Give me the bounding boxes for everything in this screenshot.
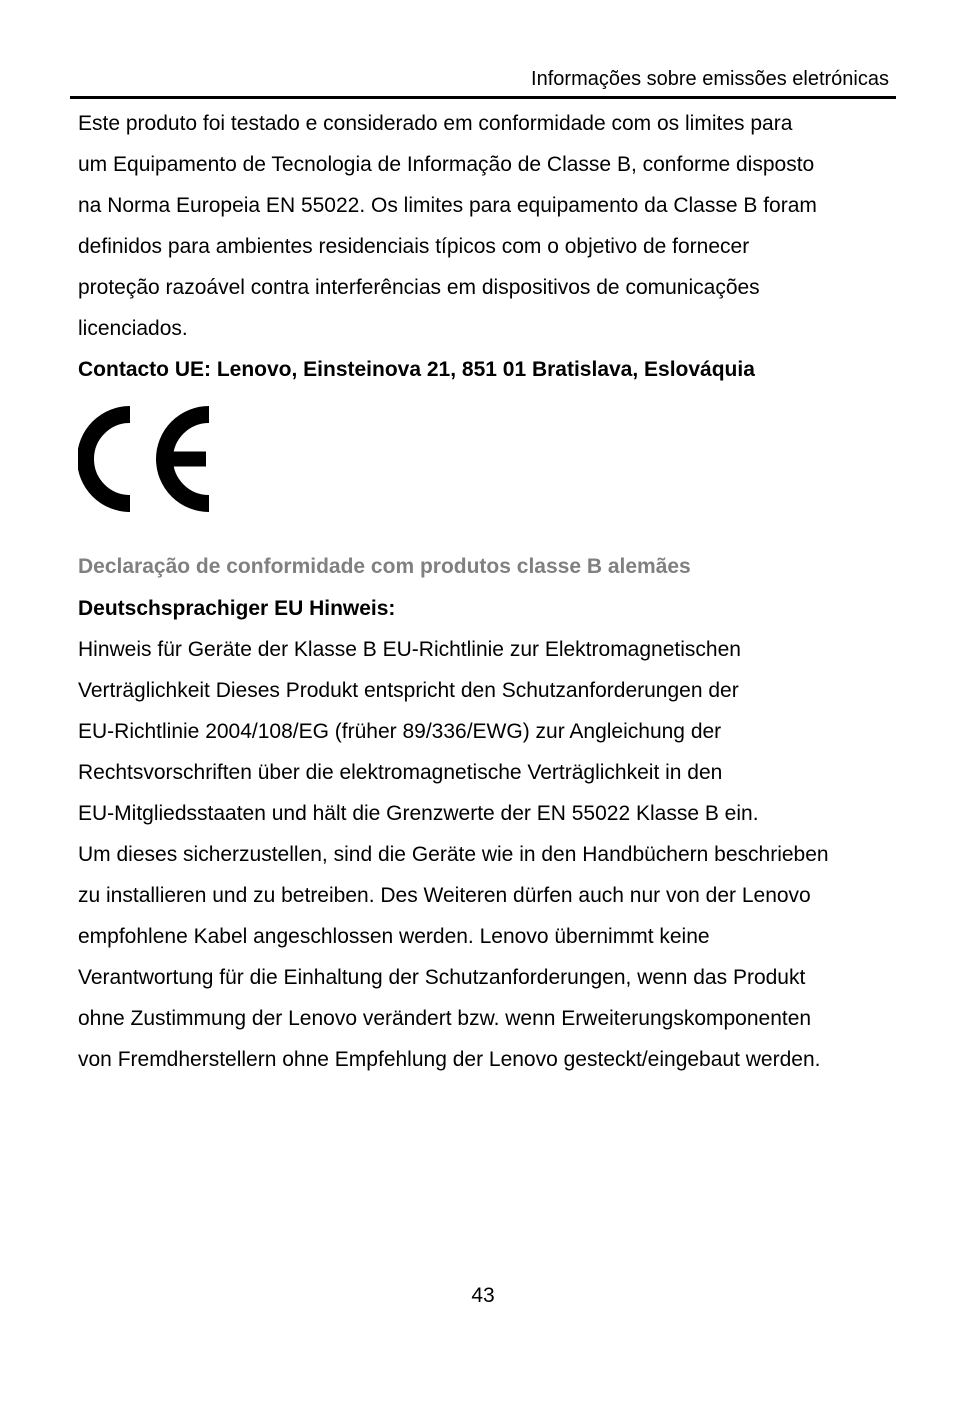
text-line: Um dieses sicherzustellen, sind die Geräte wie in den Handbüchern beschrieben [78, 843, 829, 866]
text-line: EU-Richtlinie 2004/108/EG (früher 89/336/EWG) zur Angleichung der [78, 720, 722, 743]
text-line: empfohlene Kabel angeschlossen werden. Lenovo übernimmt keine [78, 925, 710, 948]
section-heading: Declaração de conformidade com produtos classe B alemães [78, 555, 691, 578]
text-line: EU-Mitgliedsstaaten und hält die Grenzwerte der EN 55022 Klasse B ein. [78, 802, 759, 825]
text-line: definidos para ambientes residenciais típicos com o objetivo de fornecer [78, 235, 750, 258]
text-line: licenciados. [78, 317, 188, 340]
text-line: Hinweis für Geräte der Klasse B EU-Richtlinie zur Elektromagnetischen [78, 638, 741, 661]
text-line: ohne Zustimmung der Lenovo verändert bzw. wenn Erweiterungskomponenten [78, 1007, 812, 1030]
text-line: Verantwortung für die Einhaltung der Schutzanforderungen, wenn das Produkt [78, 966, 806, 989]
german-notice-paragraph-1 [78, 629, 908, 834]
text-line: von Fremdherstellern ohne Empfehlung der Lenovo gesteckt/eingebaut werden. [78, 1048, 821, 1071]
text-line: proteção razoável contra interferências em dispositivos de comunicações [78, 276, 760, 299]
eu-contact: Contacto UE: Lenovo, Einsteinova 21, 851 01 Bratislava, Eslováquia [78, 358, 755, 381]
text-line: um Equipamento de Tecnologia de Informação de Classe B, conforme disposto [78, 153, 815, 176]
page-body [78, 103, 908, 1080]
text-line: Verträglichkeit Dieses Produkt entspricht den Schutzanforderungen der [78, 679, 739, 702]
text-line: Rechtsvorschriften über die elektromagnetische Verträglichkeit in den [78, 761, 723, 784]
page-number: 43 [471, 1284, 495, 1307]
running-header: Informações sobre emissões eletrónicas [531, 68, 889, 90]
german-notice-paragraph-2 [78, 834, 908, 1080]
header-rule [70, 96, 896, 99]
intro-paragraph [78, 103, 908, 349]
text-line: zu installieren und zu betreiben. Des Weiteren dürfen auch nur von der Lenovo [78, 884, 811, 907]
ce-mark-icon [78, 406, 210, 512]
text-line: Este produto foi testado e considerado em conformidade com os limites para [78, 112, 793, 135]
text-line: na Norma Europeia EN 55022. Os limites para equipamento da Classe B foram [78, 194, 817, 217]
sub-heading: Deutschsprachiger EU Hinweis: [78, 597, 396, 620]
